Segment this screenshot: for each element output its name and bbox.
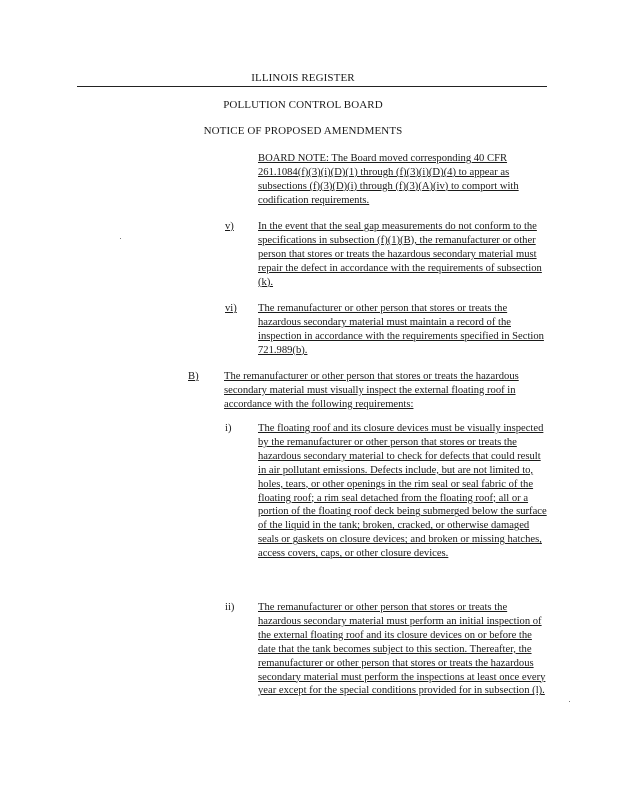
scan-speck [120, 238, 121, 239]
notice-title: NOTICE OF PROPOSED AMENDMENTS [203, 125, 403, 137]
register-title: ILLINOIS REGISTER [251, 72, 355, 84]
item-B-label: B) [188, 371, 199, 382]
board-title: POLLUTION CONTROL BOARD [223, 99, 383, 111]
scan-speck [569, 701, 570, 702]
item-vi-label: vi) [225, 303, 237, 314]
item-vi-text: The remanufacturer or other person that stores or treats the hazardous secondary material must maintain a record of the inspection in accordance with the requirements specified in Section 721.989(b). [258, 303, 544, 356]
item-i-label: i) [225, 423, 232, 434]
item-i-text: The floating roof and its closure devices must be visually inspected by the remanufacturer or other person that stores or treats the hazardous secondary material to check for defects that could result in air pollutant emissions. Defects include, but are not limited to, holes, tears, or other openings in the rim seal or seal fabric of the floating roof; a rim seal detached from the floating roof; all or a portion of the floating roof deck being submerged below the surface of the liquid in the tank; broken, cracked, or otherwise damaged seals or gaskets on closure devices; and broken or missing hatches, access covers, caps, or other closure devices. [258, 423, 547, 560]
item-ii-label: ii) [225, 602, 235, 613]
item-v-label: v) [225, 221, 234, 232]
board-note-paragraph: BOARD NOTE: The Board moved corresponding 40 CFR 261.1084(f)(3)(i)(D)(1) through (f)(3)(i)(D)(4) to appear as subsections (f)(3)(D)(i) through (f)(3)(A)(iv) to comport with codification requirements. [258, 153, 519, 206]
item-B-text: The remanufacturer or other person that stores or treats the hazardous secondary material must visually inspect the external floating roof in accordance with the following requirements: [224, 371, 519, 410]
item-ii-text: The remanufacturer or other person that stores or treats the hazardous secondary material must perform an initial inspection of the external floating roof and its closure devices on or before the date that the tank becomes subject to this section. Thereafter, the remanufacturer or other person that stores or treats the hazardous secondary material must perform the inspections at least once every year except for the special conditions provided for in subsection (l). [258, 602, 546, 697]
header-rule [77, 86, 547, 87]
item-v-text: In the event that the seal gap measurements do not conform to the specifications in subsection (f)(1)(B), the remanufacturer or other person that stores or treats the hazardous secondary material must repair the defect in accordance with the requirements of subsection (k). [258, 221, 542, 288]
